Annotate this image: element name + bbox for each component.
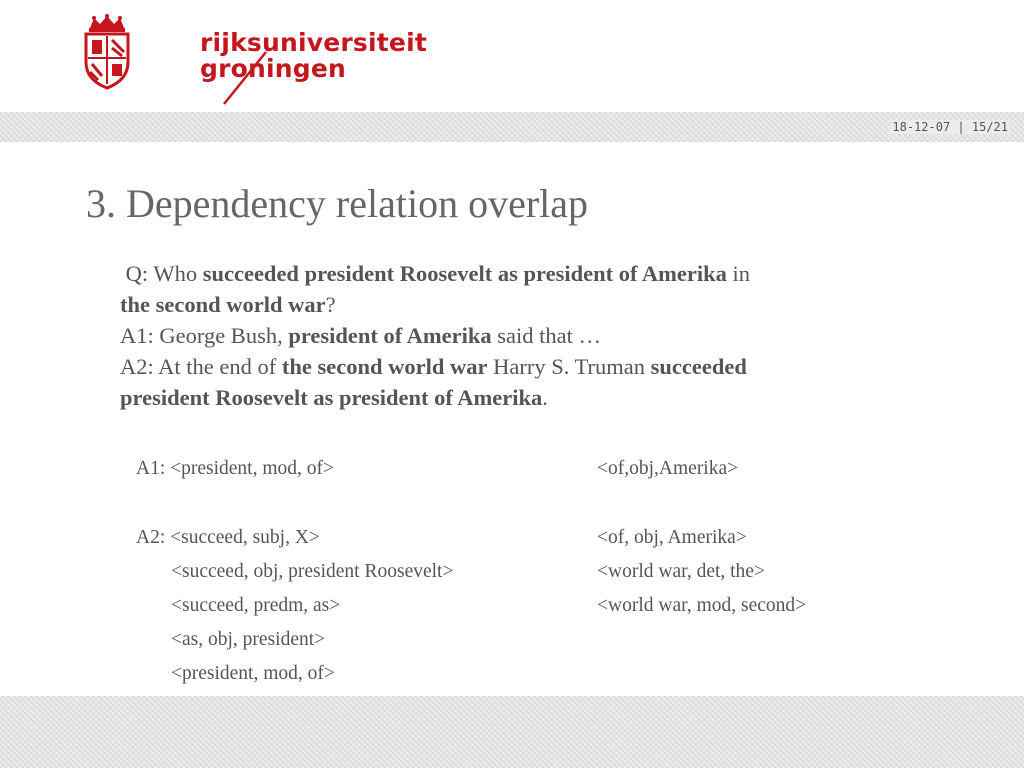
- question-line-2: [120, 289, 980, 320]
- question-end: ?: [325, 292, 336, 317]
- dep-a1-left: A1: <president, mod, of>: [136, 458, 335, 479]
- answer-1-prefix: A1: George Bush,: [120, 323, 289, 348]
- slide-title: 3. Dependency relation overlap: [86, 181, 589, 226]
- dep-a2-left-0: A2: <succeed, subj, X>: [136, 527, 320, 548]
- question-answer-block: [120, 258, 980, 413]
- dep-a2-right-2: <world war, mod, second>: [597, 595, 807, 616]
- university-name-line2: groningen: [200, 54, 347, 83]
- header-pattern-band: [0, 112, 1024, 142]
- answer-1-bold: president of Amerika: [288, 323, 492, 348]
- slide-date: 18-12-07: [892, 120, 951, 134]
- answer-2-line-2: [120, 382, 980, 413]
- answer-2-mid: Harry S. Truman: [487, 354, 651, 379]
- dep-a2-left-1: <succeed, obj, president Roosevelt>: [171, 561, 454, 582]
- slide-page-number: 15/21: [971, 120, 1008, 134]
- question-prefix: Q: Who: [125, 261, 203, 286]
- question-mid: in: [726, 261, 750, 286]
- question-bold-2: the second world war: [120, 292, 326, 317]
- footer-pattern-band: [0, 696, 1024, 768]
- university-name-line1: rijksuniversiteit: [200, 28, 427, 57]
- answer-2-bold-1: the second world war: [281, 354, 488, 379]
- answer-2-bold-2: succeeded: [650, 354, 747, 379]
- slide-meta: [890, 120, 1010, 134]
- dep-a2-right-1: <world war, det, the>: [597, 561, 765, 582]
- slide-meta-separator: |: [957, 120, 965, 134]
- answer-2-line-1: [120, 351, 980, 382]
- answer-2-end: .: [542, 385, 548, 410]
- dep-a2-left-2: <succeed, predm, as>: [171, 595, 341, 616]
- university-crest-icon: [82, 14, 132, 90]
- university-name: [200, 30, 427, 82]
- answer-2-prefix: A2: At the end of: [120, 354, 282, 379]
- dep-a2-right-0: <of, obj, Amerika>: [597, 527, 747, 548]
- answer-1-end: said that …: [491, 323, 602, 348]
- dep-a2-left-4: <president, mod, of>: [171, 663, 335, 684]
- answer-1-line: [120, 320, 980, 351]
- question-bold-1: succeeded president Roosevelt as president of Amerika: [202, 261, 727, 286]
- dep-a1-right: <of,obj,Amerika>: [597, 458, 739, 479]
- dep-a2-left-3: <as, obj, president>: [171, 629, 326, 650]
- answer-2-bold-3: president Roosevelt as president of Amerika: [120, 385, 543, 410]
- question-line-1: [120, 258, 980, 289]
- university-logo[interactable]: [82, 14, 427, 94]
